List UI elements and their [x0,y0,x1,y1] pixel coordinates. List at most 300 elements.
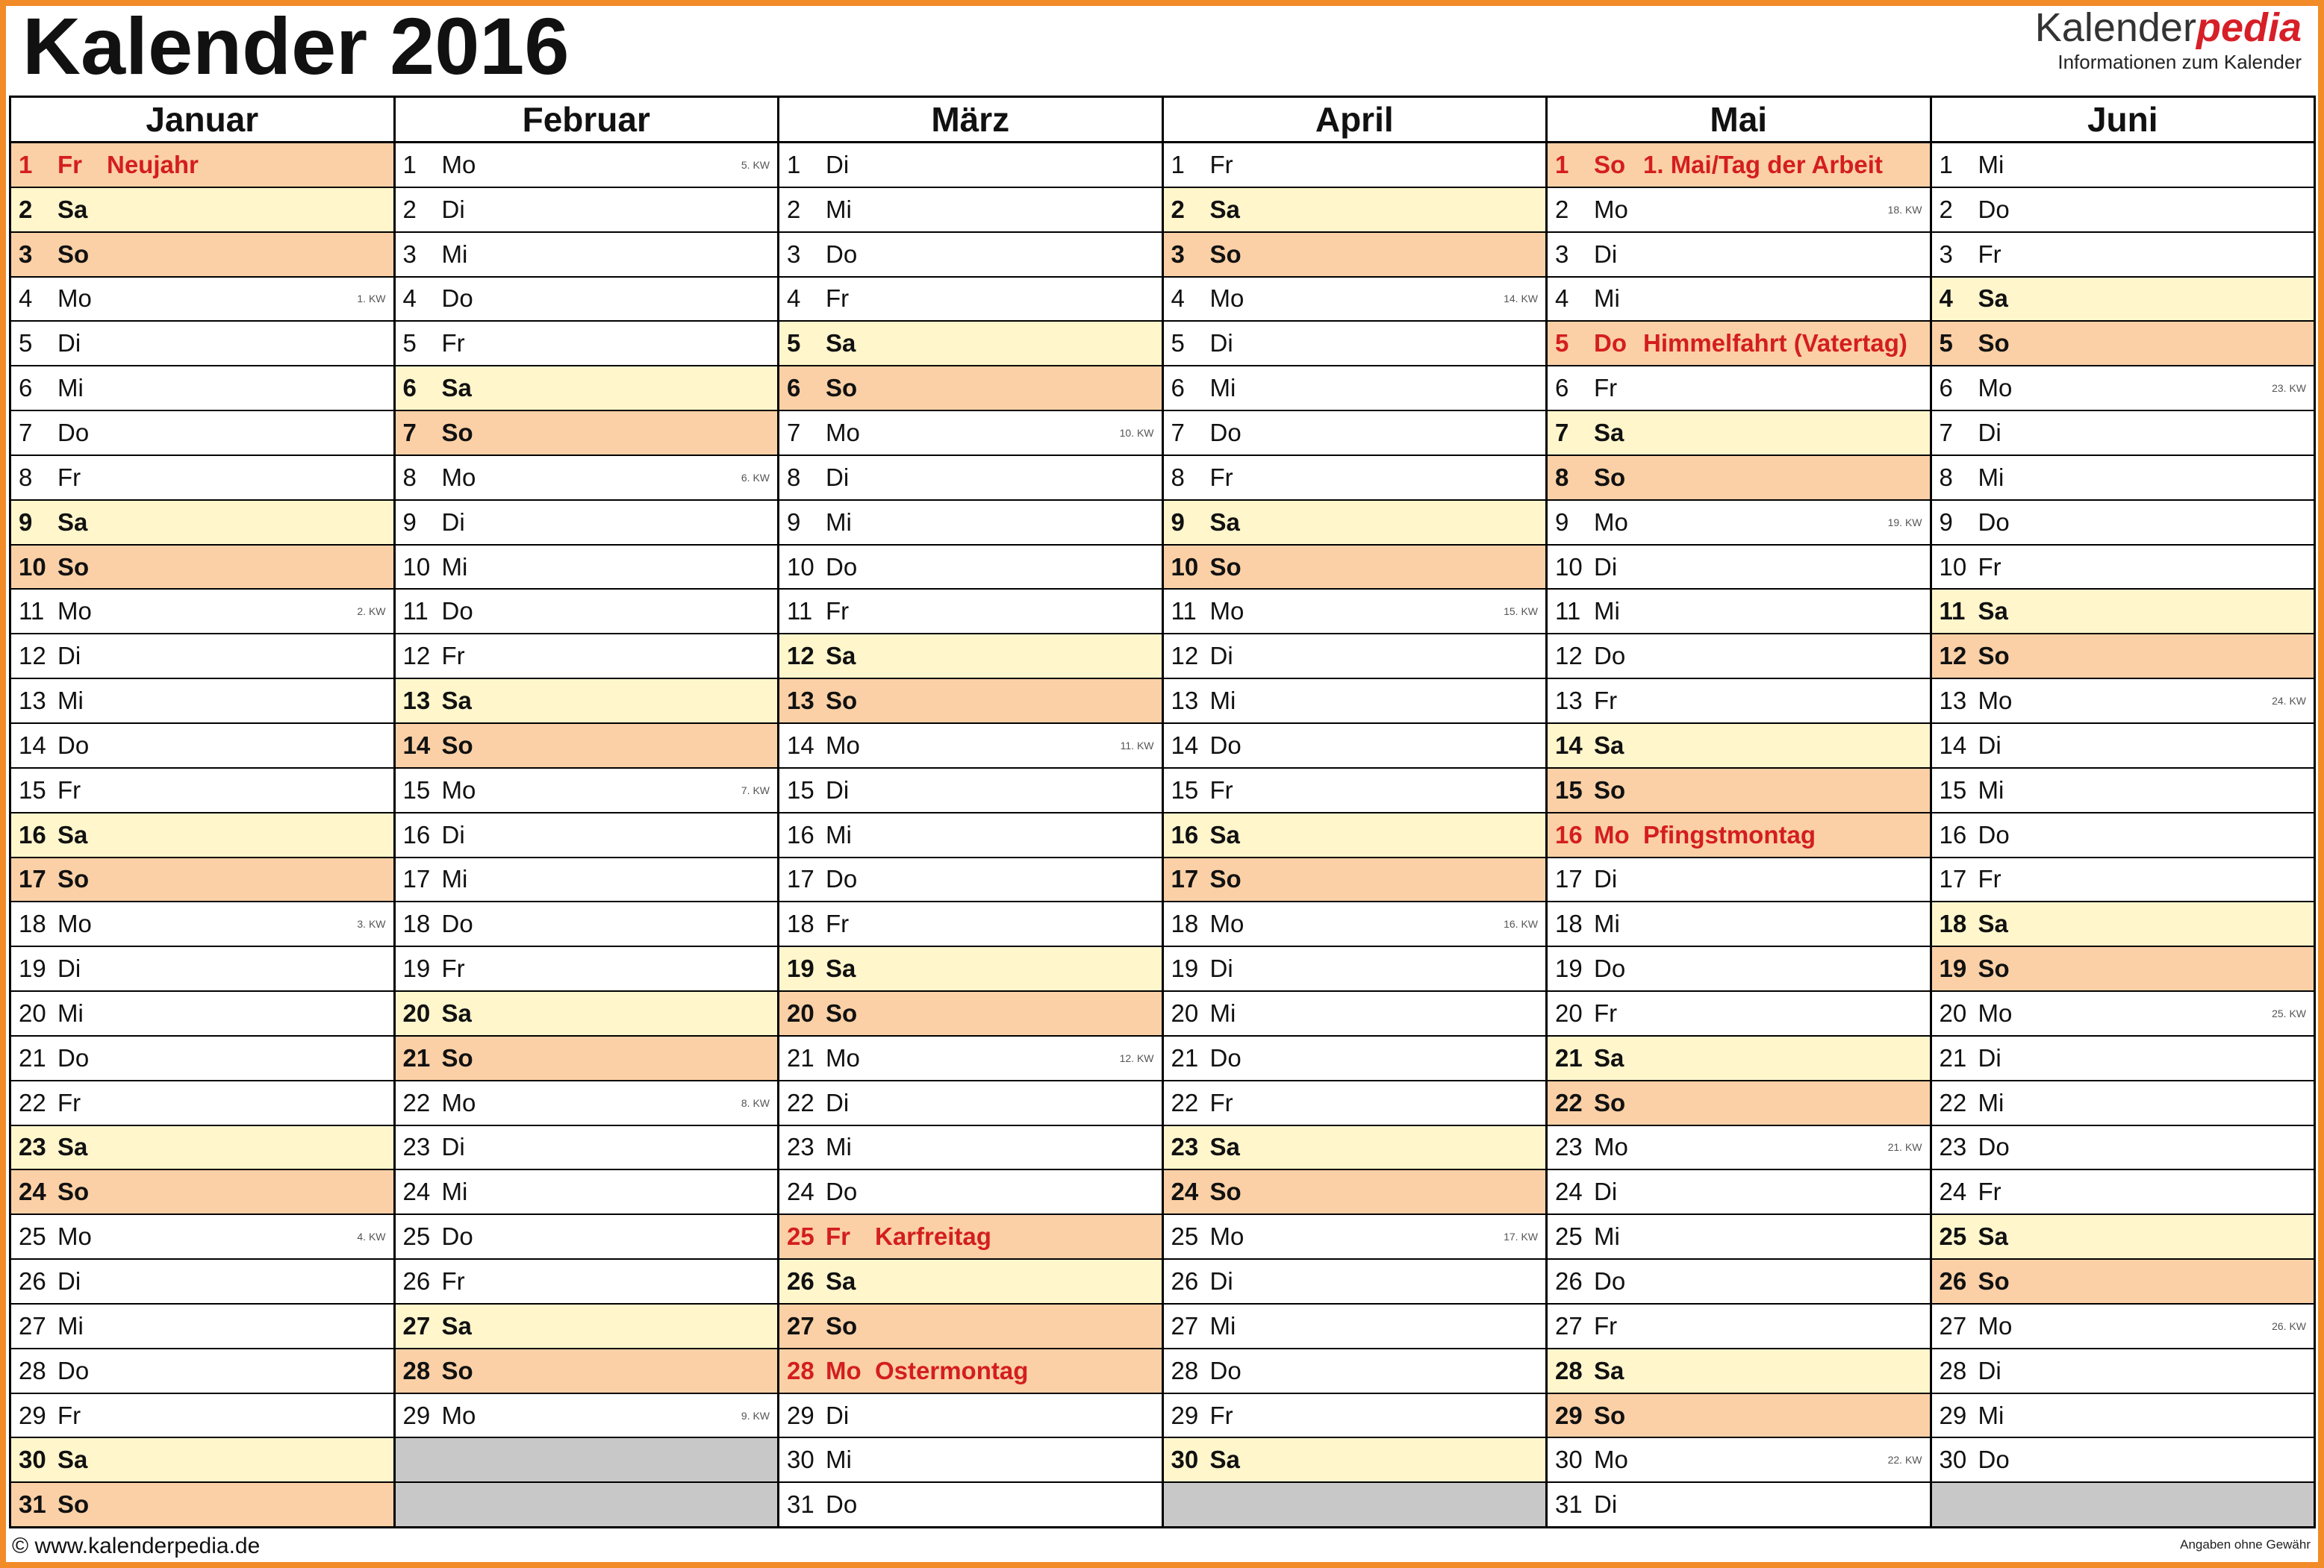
day-row [1932,1126,2314,1171]
day-row [1164,813,1546,858]
day-row [1548,992,1930,1037]
day-number: 23 [402,1133,431,1161]
week-number: 3. KW [357,918,386,931]
day-number: 3 [787,240,801,268]
day-number: 6 [402,374,417,402]
day-number: 28 [402,1356,431,1384]
weekday: Do [1594,1267,1626,1296]
weekday: So [441,1356,473,1384]
day-row [779,1394,1162,1439]
day-row [1548,813,1930,858]
day-row [779,1037,1162,1081]
day-number: 5 [787,329,801,357]
holiday-label: Pfingstmontag [1643,820,1816,849]
day-row [396,1260,778,1305]
day-row [1932,992,2314,1037]
weekday: Mo [1209,597,1244,625]
day-number: 10 [19,552,46,581]
day-number: 15 [1171,775,1199,804]
empty-day-cell [396,1438,778,1483]
week-number: 25. KW [2272,1007,2306,1019]
day-row [11,1483,393,1526]
weekday: So [1209,865,1242,893]
weekday: So [1594,150,1626,178]
month-header: Mai [1548,98,1930,143]
day-number: 24 [1171,1178,1199,1206]
day-row [1548,724,1930,769]
day-number: 17 [19,865,46,893]
day-number: 14 [402,731,431,759]
weekday: So [1594,1088,1626,1116]
month-header: Juni [1932,98,2314,143]
day-number: 11 [402,597,429,625]
day-row [779,992,1162,1037]
day-number: 29 [1939,1401,1967,1429]
day-row [1932,456,2314,501]
weekday: Do [826,552,858,581]
week-number: 12. KW [1119,1052,1154,1064]
weekday: Fr [826,1222,850,1251]
day-number: 19 [1171,955,1199,983]
weekday: Fr [826,284,850,313]
weekday: Sa [826,642,856,670]
weekday: Mo [57,284,92,313]
weekday: Fr [57,150,82,178]
day-number: 7 [1555,418,1569,446]
day-number: 12 [19,642,46,670]
day-number: 30 [1555,1446,1583,1474]
weekday: Mi [1594,284,1620,313]
weekday: Do [57,418,90,446]
month-column [1548,98,1932,1528]
day-row [1548,1215,1930,1260]
day-row [1164,322,1546,366]
week-number: 1. KW [357,293,386,305]
day-number: 23 [1555,1133,1583,1161]
day-number: 26 [402,1267,431,1296]
week-number: 2. KW [357,605,386,618]
week-number: 14. KW [1504,293,1538,305]
weekday: Mi [441,240,468,268]
day-number: 18 [402,910,431,938]
day-number: 27 [787,1311,814,1340]
weekday: Mo [1209,1222,1244,1251]
weekday: Mi [826,195,852,223]
weekday: Mi [826,1446,852,1474]
day-row [779,456,1162,501]
day-number: 10 [1939,552,1967,581]
weekday: Fr [1209,1401,1233,1429]
weekday: Fr [57,1088,81,1116]
day-number: 25 [1939,1222,1967,1251]
weekday: Fr [1594,374,1618,402]
day-row [396,769,778,813]
day-row [1164,1305,1546,1349]
day-row [1548,858,1930,903]
day-number: 1 [1555,150,1569,178]
day-number: 5 [1939,329,1953,357]
weekday: Mi [57,687,84,715]
day-number: 6 [1939,374,1953,402]
day-row [779,1081,1162,1126]
day-row [1164,590,1546,634]
month-header: Februar [396,98,778,143]
day-row [396,1394,778,1439]
weekday: Mi [1978,463,2004,491]
day-number: 15 [19,775,46,804]
day-number: 12 [402,642,431,670]
month-column [11,98,396,1528]
weekday: Mi [1209,374,1236,402]
day-number: 17 [787,865,814,893]
day-row [1932,813,2314,858]
day-row [779,411,1162,456]
day-number: 10 [1171,552,1199,581]
day-row [396,456,778,501]
day-row [779,947,1162,992]
day-row [396,1215,778,1260]
month-column [1932,98,2317,1528]
day-number: 31 [19,1490,46,1519]
weekday: So [441,1043,473,1072]
day-row [1548,188,1930,233]
day-number: 27 [19,1311,46,1340]
month-column [1164,98,1548,1528]
weekday: Mi [1978,150,2004,178]
day-number: 27 [1939,1311,1967,1340]
day-row [396,813,778,858]
week-number: 11. KW [1120,739,1154,752]
day-number: 4 [787,284,801,313]
day-row [11,679,393,724]
day-row [1932,1081,2314,1126]
weekday: Mi [57,1311,84,1340]
weekday: Do [441,1222,473,1251]
day-row [779,590,1162,634]
weekday: Sa [441,374,472,402]
day-row [11,1170,393,1215]
day-number: 6 [1555,374,1569,402]
day-number: 20 [402,999,431,1027]
day-number: 13 [1171,687,1199,715]
day-row [1548,366,1930,411]
day-row [1548,769,1930,813]
brand-tagline: Informationen zum Kalender [2057,51,2302,73]
weekday: Fr [1209,775,1233,804]
day-row [1164,278,1546,322]
day-row [1932,501,2314,546]
day-number: 30 [19,1446,46,1474]
weekday: Fr [1209,463,1233,491]
day-row [1548,1394,1930,1439]
brand-block [1854,4,2302,73]
day-number: 23 [1939,1133,1967,1161]
day-number: 11 [1171,597,1197,625]
day-number: 27 [1555,1311,1583,1340]
day-list [1164,143,1546,1526]
week-number: 9. KW [741,1409,770,1422]
week-number: 8. KW [741,1096,770,1109]
day-number: 16 [1555,820,1583,849]
weekday: Mo [1978,1311,2013,1340]
weekday: Mi [1978,1088,2004,1116]
day-row [1932,902,2314,947]
weekday: Do [1209,1043,1242,1072]
weekday: So [826,374,858,402]
day-row [779,634,1162,679]
day-number: 29 [787,1401,814,1429]
day-row [779,188,1162,233]
day-row [779,1305,1162,1349]
day-row [1548,634,1930,679]
day-row [11,634,393,679]
day-number: 29 [19,1401,46,1429]
weekday: Mo [441,775,476,804]
weekday: So [1978,1267,2010,1296]
weekday: So [826,999,858,1027]
month-header: April [1164,98,1546,143]
day-number: 1 [1171,150,1185,178]
week-number: 22. KW [1887,1454,1922,1467]
day-row [11,278,393,322]
weekday: So [1594,775,1626,804]
weekday: Mi [441,865,468,893]
day-number: 15 [402,775,431,804]
day-number: 26 [19,1267,46,1296]
weekday: Do [57,1356,90,1384]
weekday: Mi [441,1178,468,1206]
day-row [1932,634,2314,679]
day-row [11,1305,393,1349]
weekday: So [57,240,90,268]
weekday: Di [57,642,81,670]
day-row [1932,188,2314,233]
day-row [11,769,393,813]
day-number: 5 [1555,329,1569,357]
day-number: 25 [19,1222,46,1251]
day-row [396,1349,778,1394]
day-number: 22 [1939,1088,1967,1116]
weekday: Sa [1209,820,1240,849]
weekday: So [441,418,473,446]
day-number: 12 [1939,642,1967,670]
weekday: Di [826,150,850,178]
weekday: Mo [1209,284,1244,313]
weekday: Do [57,1043,90,1072]
day-row [1932,1260,2314,1305]
day-number: 8 [1939,463,1953,491]
day-number: 30 [787,1446,814,1474]
day-row [1932,1438,2314,1483]
weekday: Sa [1978,597,2008,625]
day-number: 29 [1555,1401,1583,1429]
day-number: 15 [787,775,814,804]
weekday: Sa [1209,507,1240,536]
day-number: 16 [1171,820,1199,849]
day-number: 18 [787,910,814,938]
day-number: 20 [1171,999,1199,1027]
day-row [1548,322,1930,366]
day-number: 24 [787,1178,814,1206]
day-row [11,501,393,546]
day-row [1548,1305,1930,1349]
weekday: Do [826,240,858,268]
day-row [11,1260,393,1305]
weekday: Mi [1594,910,1620,938]
weekday: Fr [1594,687,1618,715]
day-number: 7 [1171,418,1185,446]
week-number: 4. KW [357,1231,386,1243]
day-row [1548,143,1930,188]
day-number: 3 [19,240,33,268]
weekday: Fr [1978,552,2001,581]
weekday: Fr [441,1267,465,1296]
weekday: Sa [57,195,88,223]
day-row [1164,366,1546,411]
weekday: Fr [441,642,465,670]
weekday: Fr [1594,999,1618,1027]
day-number: 7 [1939,418,1953,446]
day-row [11,1394,393,1439]
day-number: 14 [1171,731,1199,759]
day-number: 22 [787,1088,814,1116]
weekday: So [57,552,90,581]
week-number: 6. KW [741,471,770,484]
day-row [1932,947,2314,992]
weekday: So [826,1311,858,1340]
weekday: Mo [1978,687,2013,715]
day-row [1164,546,1546,590]
day-number: 24 [402,1178,431,1206]
day-list [11,143,393,1526]
day-row [1932,1215,2314,1260]
day-row [1932,1349,2314,1394]
weekday: So [57,1490,90,1519]
day-row [1932,1305,2314,1349]
weekday: Mo [1594,1446,1628,1474]
day-row [1164,1170,1546,1215]
day-row [396,411,778,456]
day-row [1548,1126,1930,1171]
week-number: 18. KW [1887,203,1922,216]
weekday: Mo [826,418,860,446]
weekday: Di [1594,552,1618,581]
weekday: Mo [1594,507,1628,536]
day-row [11,813,393,858]
day-number: 16 [19,820,46,849]
weekday: Fr [1209,150,1233,178]
day-row [396,858,778,903]
day-number: 23 [787,1133,814,1161]
day-row [1932,546,2314,590]
day-number: 6 [1171,374,1185,402]
weekday: Di [1978,418,2001,446]
day-number: 9 [1939,507,1953,536]
day-number: 2 [402,195,417,223]
weekday: Di [1978,731,2001,759]
weekday: So [1594,463,1626,491]
day-row [11,902,393,947]
brand-name-accent: pedia [2196,5,2302,50]
day-row [779,1438,1162,1483]
week-number: 21. KW [1887,1141,1922,1154]
day-number: 26 [787,1267,814,1296]
week-number: 17. KW [1504,1231,1538,1243]
weekday: Fr [57,1401,81,1429]
day-row [396,1305,778,1349]
day-row [1164,1037,1546,1081]
weekday: Mo [1594,195,1628,223]
day-number: 12 [1171,642,1199,670]
day-number: 11 [787,597,813,625]
month-header: Januar [11,98,393,143]
weekday: Mo [1594,820,1630,849]
day-number: 5 [402,329,417,357]
weekday: Do [1978,1133,2010,1161]
page-title: Kalender 2016 [22,1,570,91]
day-number: 26 [1171,1267,1199,1296]
day-number: 20 [1939,999,1967,1027]
day-row [1164,143,1546,188]
weekday: Fr [441,329,465,357]
day-number: 21 [1555,1043,1583,1072]
weekday: Sa [441,687,472,715]
day-number: 31 [787,1490,814,1519]
day-row [11,1438,393,1483]
day-number: 8 [1555,463,1569,491]
day-number: 25 [1555,1222,1583,1251]
day-number: 31 [1555,1490,1583,1519]
day-number: 8 [1171,463,1185,491]
day-row [1548,1438,1930,1483]
day-number: 14 [1939,731,1967,759]
day-row [1548,501,1930,546]
month-column [779,98,1164,1528]
day-number: 9 [787,507,801,536]
day-number: 13 [1555,687,1583,715]
weekday: Do [441,597,473,625]
day-row [1548,546,1930,590]
day-number: 27 [402,1311,431,1340]
day-number: 9 [1555,507,1569,536]
day-number: 21 [19,1043,46,1072]
day-number: 28 [787,1356,814,1384]
day-row [1548,456,1930,501]
weekday: Sa [1594,1356,1624,1384]
day-row [396,546,778,590]
weekday: Sa [826,955,856,983]
day-number: 13 [787,687,814,715]
day-number: 2 [19,195,33,223]
day-number: 12 [787,642,814,670]
day-row [1164,992,1546,1037]
day-number: 3 [402,240,417,268]
day-number: 1 [19,150,33,178]
day-number: 17 [1555,865,1583,893]
weekday: Di [57,955,81,983]
day-number: 13 [402,687,431,715]
day-row [779,902,1162,947]
day-number: 23 [1171,1133,1199,1161]
weekday: Do [1978,820,2010,849]
day-number: 16 [1939,820,1967,849]
weekday: Di [1209,329,1233,357]
day-row [1164,1081,1546,1126]
holiday-label: 1. Mai/Tag der Arbeit [1643,150,1883,178]
day-number: 12 [1555,642,1583,670]
day-list [779,143,1162,1526]
day-row [1164,634,1546,679]
